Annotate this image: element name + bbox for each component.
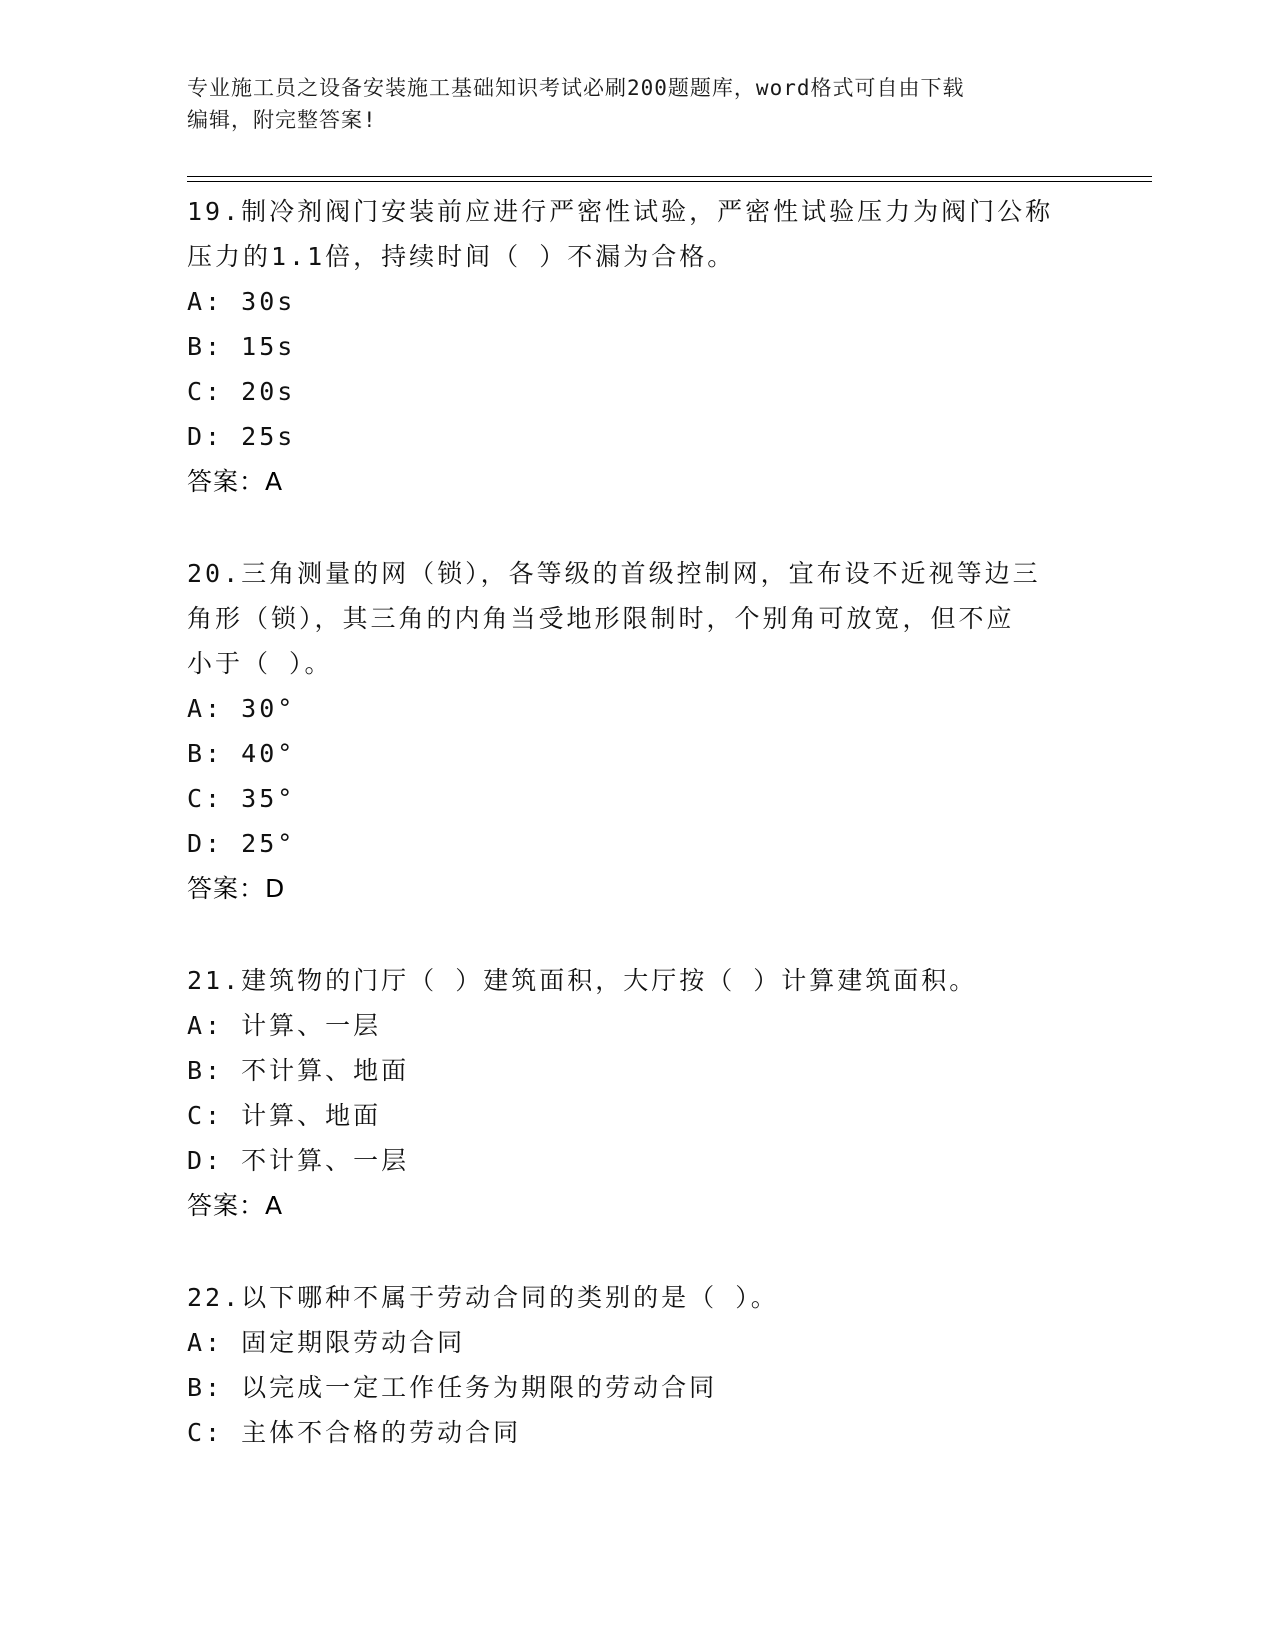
option-c: C: 35° <box>187 784 296 813</box>
option-d: D: 25s <box>187 422 296 451</box>
question-20 <box>187 551 1087 911</box>
question-19 <box>187 189 1087 504</box>
question-stem-line: 20.三角测量的网（锁），各等级的首级控制网，宜布设不近视等边三 <box>187 559 1041 588</box>
question-spacer <box>187 1228 1087 1275</box>
answer: 答案：A <box>187 467 284 496</box>
option-c: C: 计算、地面 <box>187 1101 382 1130</box>
option-c: C: 主体不合格的劳动合同 <box>187 1418 522 1447</box>
question-21 <box>187 958 1087 1228</box>
question-stem-line: 小于（ ）。 <box>187 649 333 678</box>
option-b: B: 40° <box>187 739 296 768</box>
question-stem-line: 压力的1.1倍，持续时间（ ）不漏为合格。 <box>187 242 736 271</box>
option-d: D: 不计算、一层 <box>187 1146 410 1175</box>
header-divider-top <box>187 176 1152 177</box>
option-a: A: 30° <box>187 694 296 723</box>
option-a: A: 计算、一层 <box>187 1011 382 1040</box>
option-a: A: 固定期限劳动合同 <box>187 1328 466 1357</box>
option-b: B: 不计算、地面 <box>187 1056 410 1085</box>
answer: 答案：D <box>187 874 286 903</box>
question-stem-line: 22.以下哪种不属于劳动合同的类别的是（ ）。 <box>187 1283 779 1312</box>
header-divider-bottom <box>187 181 1152 182</box>
option-b: B: 以完成一定工作任务为期限的劳动合同 <box>187 1373 718 1402</box>
question-22 <box>187 1275 1087 1455</box>
header-title-line-1: 专业施工员之设备安装施工基础知识考试必刷200题题库，word格式可自由下载 <box>187 76 965 100</box>
option-a: A: 30s <box>187 287 296 316</box>
question-stem-line: 19.制冷剂阀门安装前应进行严密性试验，严密性试验压力为阀门公称 <box>187 197 1054 226</box>
option-c: C: 20s <box>187 377 296 406</box>
option-d: D: 25° <box>187 829 296 858</box>
header-title-line-2: 编辑，附完整答案! <box>187 108 377 132</box>
question-list <box>187 189 1087 1455</box>
question-spacer <box>187 504 1087 551</box>
question-stem-line: 21.建筑物的门厅（ ）建筑面积，大厅按（ ）计算建筑面积。 <box>187 966 978 995</box>
question-spacer <box>187 911 1087 958</box>
document-header <box>187 72 1067 136</box>
question-stem-line: 角形（锁），其三角的内角当受地形限制时，个别角可放宽，但不应 <box>187 604 1015 633</box>
option-b: B: 15s <box>187 332 296 361</box>
answer: 答案：A <box>187 1191 284 1220</box>
